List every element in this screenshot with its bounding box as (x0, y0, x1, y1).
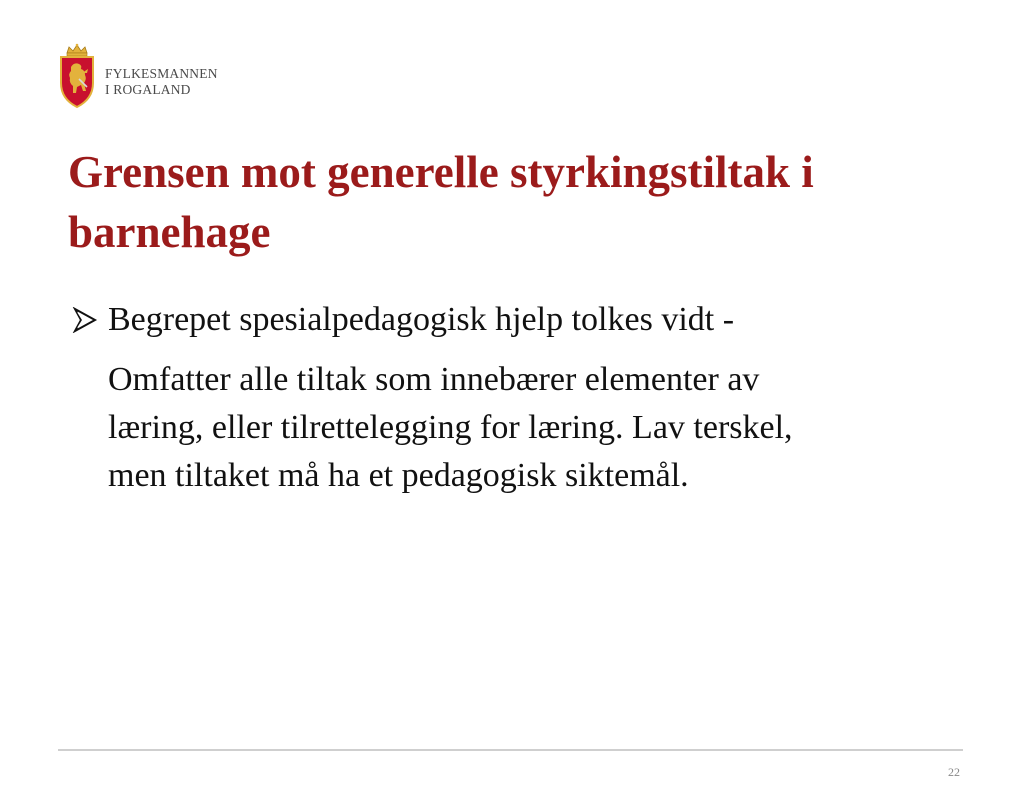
bullet-paragraph (108, 356, 988, 500)
org-name-line1: FYLKESMANNEN (105, 66, 218, 81)
org-name (105, 66, 218, 98)
bullet-item (72, 296, 992, 348)
bullet-text: Begrepet spesialpedagogisk hjelp tolkes vidt - (108, 301, 735, 338)
paragraph-line: Omfatter alle tiltak som innebærer elementer av (108, 361, 760, 398)
arrow-bullet-icon (72, 307, 98, 333)
slide-title (68, 142, 988, 262)
slide-title-line2: barnehage (68, 207, 271, 257)
paragraph-line: læring, eller tilrettelegging for læring. Lav terskel, (108, 409, 793, 446)
coat-of-arms-lion-icon (57, 43, 97, 109)
org-name-line2: I ROGALAND (105, 82, 191, 97)
slide-title-line1: Grensen mot generelle styrkingstiltak i (68, 147, 814, 197)
page-number: 22 (948, 765, 960, 779)
slide-body (72, 296, 992, 494)
footer-divider (58, 749, 963, 751)
paragraph-line: men tiltaket må ha et pedagogisk siktemål. (108, 457, 689, 494)
org-logo (57, 43, 237, 109)
